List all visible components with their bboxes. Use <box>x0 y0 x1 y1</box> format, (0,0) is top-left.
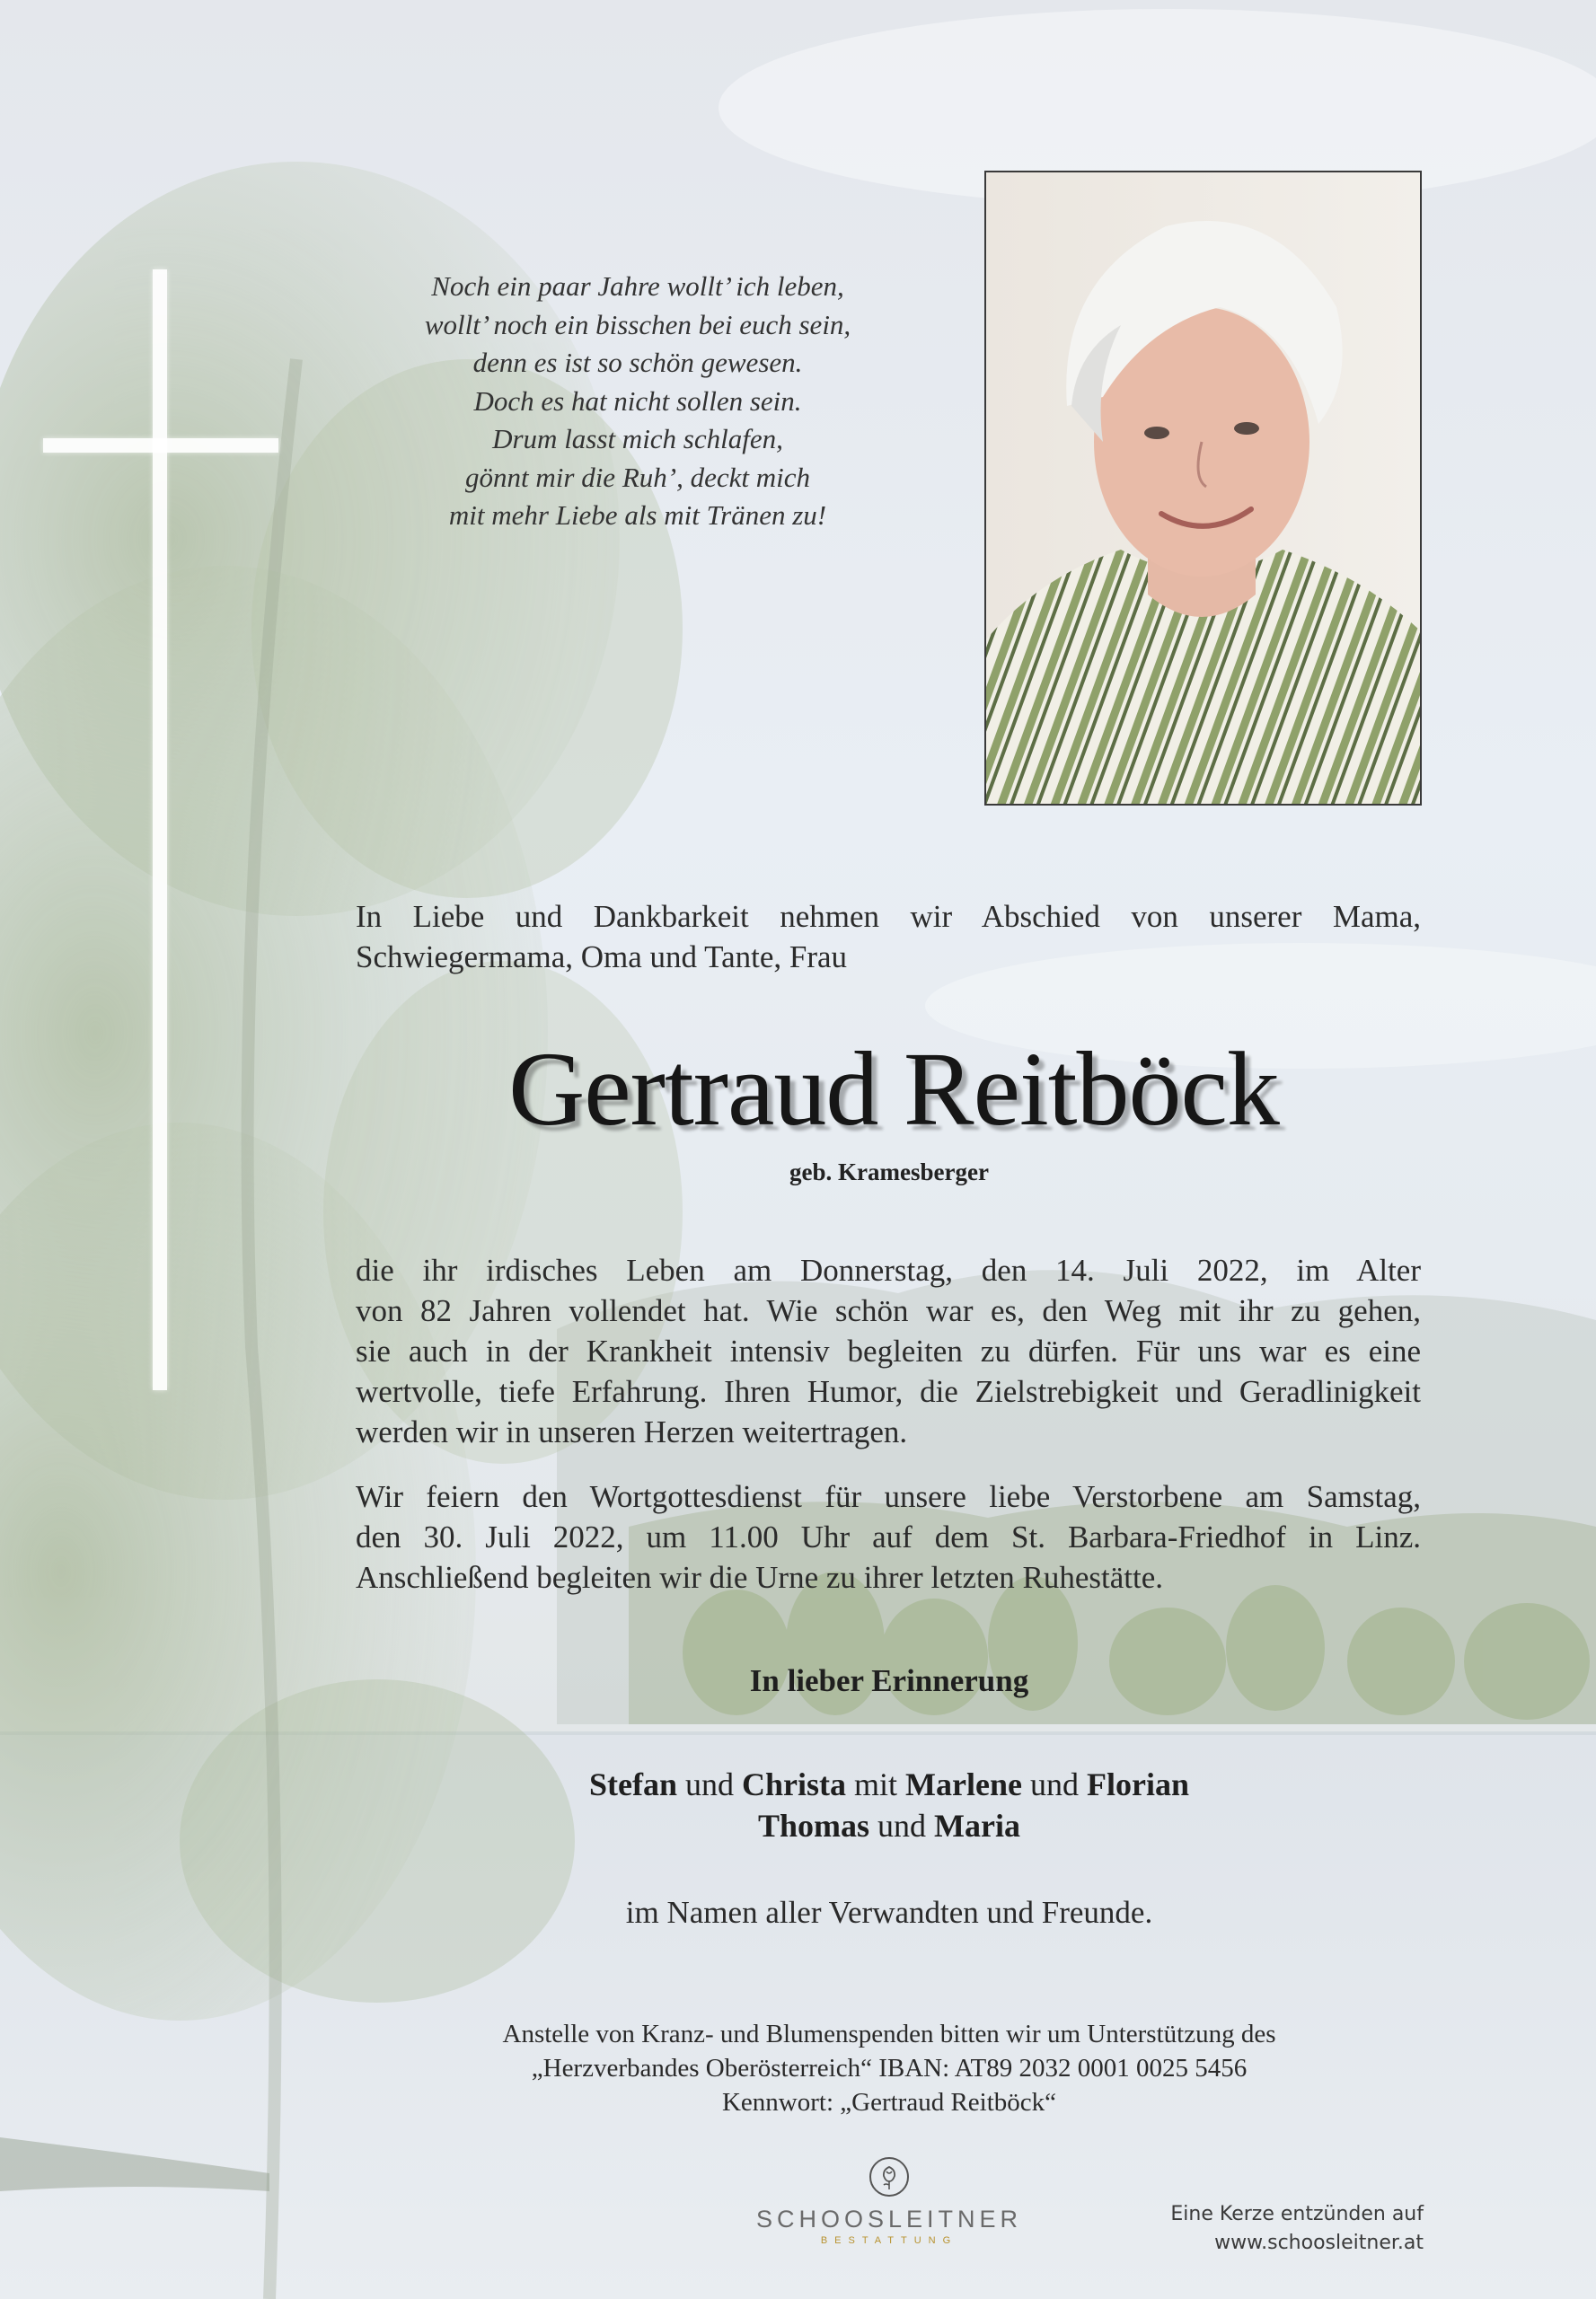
family-line-1 <box>359 1764 1419 1805</box>
family-name: Thomas <box>758 1808 870 1844</box>
paragraph-line: den 30. Juli 2022, um 11.00 Uhr auf dem St. Barbara-Friedhof in Linz. <box>356 1519 1421 1555</box>
donation-line: Anstelle von Kranz- und Blumenspenden bitten wir um Unterstützung des <box>502 2020 1276 2048</box>
family-line-2 <box>359 1805 1419 1846</box>
obituary-paragraph-2 <box>356 1476 1421 1598</box>
donation-line: Kennwort: „Gertraud Reitböck“ <box>721 2088 1057 2117</box>
donation-note <box>395 2017 1383 2119</box>
paragraph-line: wertvolle, tiefe Erfahrung. Ihren Humor, die Zielstrebigkeit und Geradlinigkeit <box>356 1374 1421 1409</box>
memorial-poem <box>341 268 934 535</box>
family-connector: und <box>877 1808 927 1844</box>
portrait-photo <box>984 171 1422 806</box>
portrait-illustration <box>986 172 1420 804</box>
family-names <box>359 1764 1419 1846</box>
poem-line: Drum lasst mich schlafen, <box>492 423 783 454</box>
paragraph-line: Anschließend begleiten wir die Urne zu ihrer letzten Ruhestätte. <box>356 1560 1163 1595</box>
donation-line: „Herzverbandes Oberösterreich“ IBAN: AT89 2032 0001 0025 5456 <box>531 2054 1248 2083</box>
maiden-name: geb. Kramesberger <box>789 1158 989 1185</box>
logo-name: SCHOOSLEITNER <box>755 2206 1023 2233</box>
poem-line: denn es ist so schön gewesen. <box>472 347 803 378</box>
cross-horizontal-beam <box>43 438 278 453</box>
poem-line: wollt’ noch ein bisschen bei euch sein, <box>424 308 851 340</box>
candle-link[interactable]: www.schoosleitner.at <box>1214 2232 1424 2254</box>
candle-text: Eine Kerze entzünden auf <box>1170 2203 1424 2225</box>
logo-subtitle: BESTATTUNG <box>820 2235 958 2246</box>
family-connector: und <box>685 1766 735 1802</box>
rose-icon <box>868 2155 911 2198</box>
family-connector: mit <box>854 1766 898 1802</box>
poem-line: Doch es hat nicht sollen sein. <box>473 384 802 417</box>
paragraph-line: von 82 Jahren vollendet hat. Wie schön war es, den Weg mit ihr zu gehen, <box>356 1293 1421 1328</box>
poem-line: gönnt mir die Ruh’, deckt mich <box>465 461 810 493</box>
family-name: Marlene <box>905 1766 1022 1802</box>
family-name: Stefan <box>589 1766 678 1802</box>
paragraph-line: sie auch in der Krankheit intensiv begleiten zu dürfen. Für uns war es eine <box>356 1334 1421 1369</box>
intro-text: In Liebe und Dankbarkeit nehmen wir Abschied von unserer Mama, Schwiegermama, Oma und Tante, Frau <box>356 899 1421 974</box>
relatives-line: im Namen aller Verwandten und Freunde. <box>625 1895 1153 1930</box>
obituary-paragraph-1 <box>356 1250 1421 1452</box>
family-connector: und <box>1029 1766 1079 1802</box>
paragraph-line: die ihr irdisches Leben am Donnerstag, den 14. Juli 2022, im Alter <box>356 1253 1421 1288</box>
family-name: Florian <box>1086 1766 1189 1802</box>
family-name: Maria <box>934 1808 1020 1844</box>
funeral-home-logo[interactable] <box>754 2155 1024 2246</box>
deceased-name: Gertraud Reitböck <box>508 1030 1279 1148</box>
poem-line: Noch ein paar Jahre wollt’ ich leben, <box>431 270 844 302</box>
candle-note <box>1060 2200 1424 2258</box>
family-name: Christa <box>742 1766 847 1802</box>
paragraph-line: Wir feiern den Wortgottesdienst für unsere liebe Verstorbene am Samstag, <box>356 1479 1421 1514</box>
memory-heading: In lieber Erinnerung <box>749 1663 1029 1698</box>
poem-line: mit mehr Liebe als mit Tränen zu! <box>448 499 827 531</box>
paragraph-line: werden wir in unseren Herzen weitertragen. <box>356 1414 908 1449</box>
